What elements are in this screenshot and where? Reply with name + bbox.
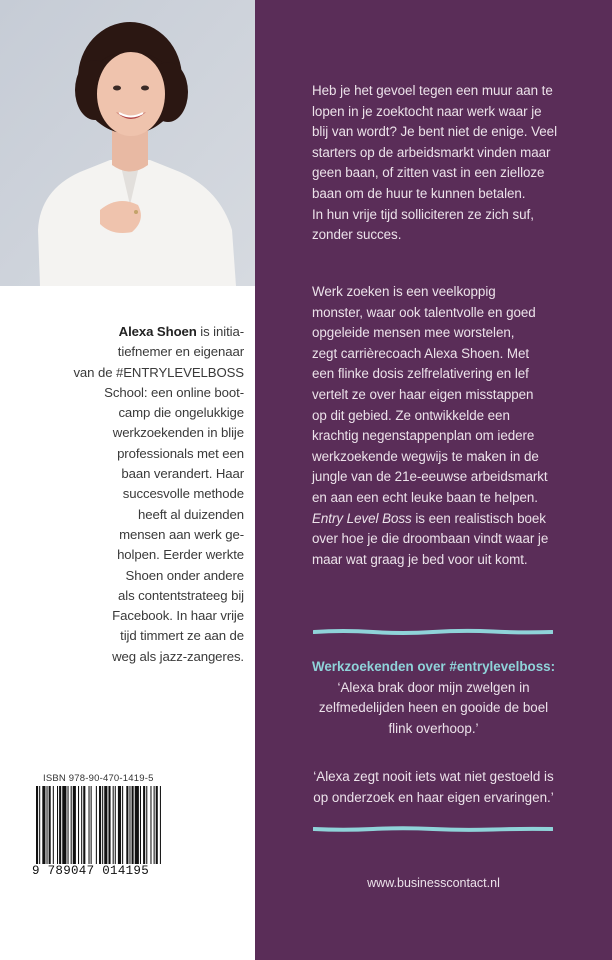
barcode-bar [150,786,151,874]
blurb-line: een flinke dosis zelfrelativering en lef [312,366,529,382]
author-photo [0,0,255,286]
publisher-website: www.businesscontact.nl [367,876,500,890]
author-bio [44,322,244,667]
barcode-bar [71,786,72,874]
barcode-bar [99,786,101,874]
barcode-bar [89,786,90,874]
barcode-bar [81,786,82,874]
barcode-bar [91,786,92,874]
barcode-bar [135,786,139,874]
barcode-bar [115,786,116,874]
bio-line: holpen. Eerder werkte [117,547,244,563]
barcode-bar [160,786,161,874]
quote-line: ‘Alexa brak door mijn zwelgen in [337,679,530,695]
bio-line: succesvolle methode [122,486,244,502]
barcode-bar [108,786,110,874]
blurb-line: starters op de arbeidsmarkt vinden maar [312,144,551,160]
blurb-paragraph-2 [312,282,548,570]
right-column [255,0,612,960]
blurb-line: Heb je het gevoel tegen een muur aan te [312,83,553,98]
blurb-line: geen baan, of zitten vast in een zielloze [312,165,545,181]
isbn-label: ISBN 978-90-470-1419-5 [43,773,154,784]
barcode-bar [122,786,123,874]
barcode-bar [39,786,40,874]
testimonials [275,657,592,739]
quote-line: op onderzoek en haar eigen ervaringen.’ [313,789,554,805]
blurb-line: lopen in je zoektocht naar werk waar je [312,103,542,119]
blurb-line: krachtig negenstappenplan om iedere [312,428,535,444]
barcode-bar [36,786,38,874]
bio-line: Facebook. In haar vrije [112,608,244,624]
blurb-line: monster, waar ook talentvolle en goed [312,304,536,320]
barcode-bar [78,786,79,874]
blurb-line: op dit gebied. Ze ontwikkelde een [312,407,510,423]
author-name: Alexa Shoen [118,324,197,339]
blurb-line: zonder succes. [312,227,402,243]
bio-line: tijd timmert ze aan de [120,628,244,644]
blurb-paragraph-1 [312,81,557,246]
barcode-bar [113,786,114,874]
bio-line: baan verandert. Haar [121,466,244,482]
blurb-line: werkzoekende wegwijs te maken in de [312,448,539,464]
barcode-bar [96,786,97,874]
blurb-line: zegt carrièrecoach Alexa Shoen. Met [312,345,530,361]
author-portrait-illustration [0,0,255,286]
barcode-bar [156,786,158,874]
bio-line: Shoen onder andere [125,567,244,583]
blurb-line: jungle van de 21e-eeuwse arbeidsmarkt [312,469,548,485]
barcode-bar [102,786,103,874]
barcode-bar [118,786,121,874]
bio-line: camp die ongelukkige [118,405,244,421]
bio-line: heeft al duizenden [138,506,244,522]
barcode-bar [59,786,61,874]
barcode-bar [83,786,85,874]
left-column [0,0,255,960]
barcode-bar [129,786,130,874]
bio-line: van de #ENTRYLEVELBOSS [73,364,244,380]
barcode-bar [62,786,66,874]
blurb-line: blij van wordt? Je bent niet de enige. Veel [312,124,558,140]
blurb-line: baan om de huur te kunnen betalen. [312,185,526,201]
barcode-bar [126,786,128,874]
barcode-bar [143,786,145,874]
barcode-bar [104,786,107,874]
bio-line: mensen aan werk ge- [119,526,244,542]
divider-rule [313,825,553,833]
bio-line: als contentstrateeg bij [118,587,244,603]
blurb-line: vertelt ze over haar eigen misstappen [312,386,534,402]
bio-line: weg als jazz-zangeres. [112,648,244,664]
testimonial-2 [275,767,592,808]
blurb-line: en aan een echt leuke baan te helpen. [312,489,538,505]
blurb-line: Werk zoeken is een veelkoppig [312,284,496,299]
blurb-line: over hoe je die droombaan vindt waar je [312,531,549,547]
bio-line: Alexa Shoen is initia- [118,324,244,339]
bio-line: werkzoekenden in blije [112,425,244,441]
bio-line: tiefnemer en eigenaar [117,344,244,360]
barcode-bar [68,786,69,874]
barcode-bar [73,786,76,874]
barcode [33,786,195,874]
barcode-digits: 9 789047 014195 [30,864,196,878]
quote-line: flink overhoop.’ [388,720,479,736]
testimonials-heading: Werkzoekenden over #entrylevelboss: [311,659,556,674]
barcode-bar [49,786,51,874]
divider-rule [313,628,553,636]
barcode-bar [140,786,141,874]
barcode-bar [42,786,45,874]
blurb-line: Entry Level Boss is een realistisch boek [312,510,546,526]
barcode-bar [154,786,155,874]
barcode-bar [57,786,58,874]
barcode-bar [146,786,147,874]
bio-line: School: een online boot- [104,384,244,400]
bio-line: professionals met een [117,445,244,461]
barcode-bar [47,786,48,874]
barcode-bar [53,786,54,874]
book-title: Entry Level Boss [312,510,412,526]
blurb-line: In hun vrije tijd solliciteren ze zich suf, [312,206,534,222]
blurb-line: opgeleide mensen mee worstelen, [312,325,515,341]
blurb-line: maar wat graag je bed voor uit komt. [312,551,528,567]
quote-line: zelfmedelijden heen en gooide de boel [318,700,549,716]
quote-line: ‘Alexa zegt nooit iets wat niet gestoeld is [313,769,554,784]
barcode-bar [132,786,134,874]
